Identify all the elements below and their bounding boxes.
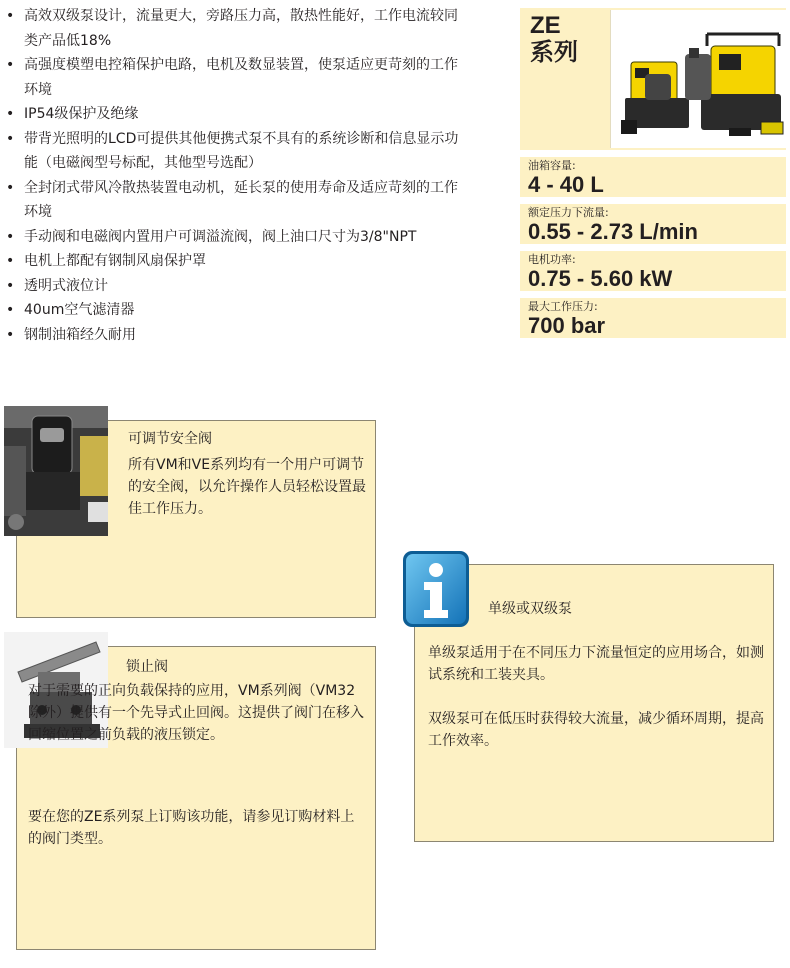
pump-info-para2: 双级泵可在低压时获得较大流量，减少循环周期，提高工作效率。 (428, 711, 764, 749)
pump-info-title: 单级或双级泵 (488, 601, 572, 617)
feature-item: • 钢制油箱经久耐用 (4, 323, 464, 348)
feature-item: • 40um空气滤清器 (4, 298, 464, 323)
feature-item: • IP54级保护及绝缘 (4, 102, 464, 127)
lock-valve-content (126, 656, 366, 680)
safety-valve-body: 所有VM和VE系列均有一个用户可调节的安全阀，以允许操作人员轻松设置最佳工作压力。 (128, 457, 366, 517)
lock-valve-order-note: 要在您的ZE系列泵上订购该功能，请参见订购材料上的阀门类型。 (28, 809, 355, 847)
pump-photo (610, 10, 787, 148)
feature-item: • 透明式液位计 (4, 274, 464, 299)
spec-item-flow: 额定压力下流量: 0.55 - 2.73 L/min (520, 204, 786, 244)
spec-panel (520, 8, 786, 338)
spec-item-tank: 油箱容量: 4 - 40 L (520, 157, 786, 197)
feature-item: • 高效双级泵设计，流量更大，旁路压力高，散热性能好，工作电流较同类产品低18% (4, 4, 464, 53)
safety-valve-content (128, 428, 366, 520)
info-icon (400, 548, 472, 630)
lock-valve-body: 对于需要的正向负载保持的应用，VM系列阀（VM32除外）提供有一个先导式止回阀。这提供了阀门在移入回缩位置之前负载的液压锁定。 (28, 683, 364, 743)
feature-item: • 电机上都配有钢制风扇保护罩 (4, 249, 464, 274)
safety-valve-photo (4, 406, 108, 536)
spec-item-pressure: 最大工作压力: 700 bar (520, 298, 786, 338)
feature-item: • 带背光照明的LCD可提供其他便携式泵不具有的系统诊断和信息显示功能（电磁阀型号标配，其他型号选配） (4, 127, 464, 176)
series-title: ZE 系列 (530, 12, 578, 66)
feature-item: • 高强度模塑电控箱保护电路，电机及数显装置，使泵适应更苛刻的工作环境 (4, 53, 464, 102)
spec-item-power: 电机功率: 0.75 - 5.60 kW (520, 251, 786, 291)
lock-valve-title: 锁止阀 (126, 659, 168, 675)
pump-info-para1: 单级泵适用于在不同压力下流量恒定的应用场合，如测试系统和工装夹具。 (428, 645, 764, 683)
feature-item: • 全封闭式带风冷散热装置电动机，延长泵的使用寿命及适应苛刻的工作环境 (4, 176, 464, 225)
safety-valve-title: 可调节安全阀 (128, 431, 212, 447)
feature-list (4, 4, 464, 347)
spec-header (520, 8, 786, 150)
feature-item: • 手动阀和电磁阀内置用户可调溢流阀，阀上油口尺寸为3/8"NPT (4, 225, 464, 250)
